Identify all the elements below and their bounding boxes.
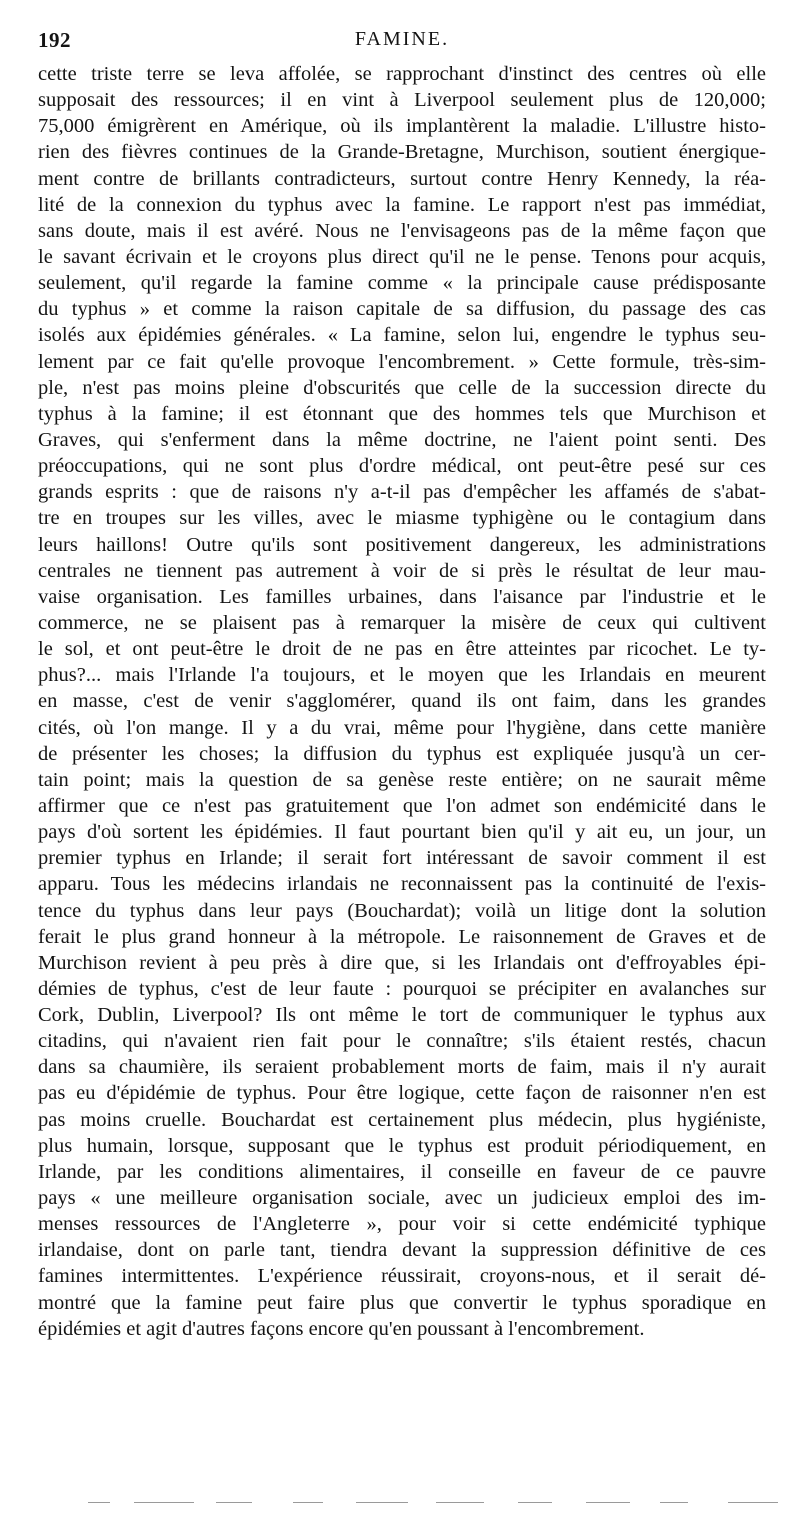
running-title: FAMINE.	[354, 28, 450, 50]
text-line: de présenter les choses; la diffusion du typhus est expliquée jusqu'à un cer-	[38, 742, 766, 765]
text-line: cités, où l'on mange. Il y a du vrai, même pour l'hygiène, dans cette manière	[38, 716, 766, 739]
text-line: 75,000 émigrèrent en Amérique, où ils implantèrent la maladie. L'illustre histo-	[38, 115, 766, 138]
text-line: pays « une meilleure organisation sociale, avec un judicieux emploi des im-	[38, 1187, 766, 1210]
text-line: Murchison revient à peu près à dire que, si les Irlandais ont d'effroyables épi-	[38, 951, 766, 974]
text-line: lité de la connexion du typhus avec la famine. Le rapport n'est pas immédiat,	[38, 193, 766, 216]
text-line: seulement, qu'il regarde la famine comme « la principale cause prédisposante	[38, 272, 766, 295]
text-line: Graves, qui s'enferment dans la même doctrine, ne l'aient point senti. Des	[38, 428, 766, 451]
text-line: sans doute, mais il est avéré. Nous ne l'envisageons pas de la même façon que	[38, 219, 766, 242]
text-line: ferait le plus grand honneur à la métropole. Le raisonnement de Graves et de	[38, 925, 766, 948]
text-line: le sol, et ont peut-être le droit de ne pas en être atteintes par ricochet. Le ty-	[38, 638, 766, 661]
text-line: supposait des ressources; il en vint à Liverpool seulement plus de 120,000;	[38, 89, 766, 112]
text-line: premier typhus en Irlande; il serait fort intéressant de savoir comment il est	[38, 847, 766, 870]
text-line: lement par ce fait qu'elle provoque l'encombrement. » Cette formule, très-sim-	[38, 350, 766, 373]
text-line: ment contre de brillants contradicteurs, surtout contre Henry Kennedy, la réa-	[38, 167, 766, 190]
text-line: montré que la famine peut faire plus que convertir le typhus sporadique en	[38, 1291, 766, 1314]
text-line: plus humain, lorsque, supposant que le typhus est produit périodiquement, en	[38, 1134, 766, 1157]
text-line: tain point; mais la question de sa genèse reste entière; on ne saurait même	[38, 768, 766, 791]
footer-rule	[88, 1500, 778, 1506]
text-line: tre en troupes sur les villes, avec le miasme typhigène ou le contagium dans	[38, 507, 766, 530]
text-line: affirmer que ce n'est pas gratuitement que l'on admet son endémicité dans le	[38, 794, 766, 817]
text-line: phus?... mais l'Irlande l'a toujours, et le moyen que les Irlandais en meurent	[38, 664, 766, 687]
text-line: apparu. Tous les médecins irlandais ne reconnaissent pas la continuité de l'exis-	[38, 873, 766, 896]
text-line: citadins, qui n'avaient rien fait pour le connaître; s'ils étaient restés, chacun	[38, 1030, 766, 1053]
text-line: du typhus » et comme la raison capitale de sa diffusion, du passage des cas	[38, 298, 766, 321]
text-line: rien des fièvres continues de la Grande-Bretagne, Murchison, soutient énergique-	[38, 141, 766, 164]
text-line: Irlande, par les conditions alimentaires, il conseille en faveur de ce pauvre	[38, 1160, 766, 1183]
text-line: irlandaise, dont on parle tant, tiendra devant la suppression définitive de ces	[38, 1239, 766, 1262]
text-line: menses ressources de l'Angleterre », pour voir si cette endémicité typhique	[38, 1213, 766, 1236]
text-line: isolés aux épidémies générales. « La famine, selon lui, engendre le typhus seu-	[38, 324, 766, 347]
text-line: leurs haillons! Outre qu'ils sont positivement dangereux, les administrations	[38, 533, 766, 556]
text-line: pas eu d'épidémie de typhus. Pour être logique, cette façon de raisonner n'en est	[38, 1082, 766, 1105]
body-text	[38, 61, 766, 1342]
text-line: épidémies et agit d'autres façons encore qu'en poussant à l'encombrement.	[38, 1317, 645, 1340]
text-line: typhus à la famine; il est étonnant que des hommes tels que Murchison et	[38, 402, 766, 425]
text-line: centrales ne tiennent pas autrement à voir de si près le résultat de leur mau-	[38, 559, 766, 582]
text-line: cette triste terre se leva affolée, se rapprochant d'instinct des centres où elle	[38, 63, 766, 85]
page-number: 192	[38, 28, 71, 52]
text-line: pas moins cruelle. Bouchardat est certainement plus médecin, plus hygiéniste,	[38, 1108, 766, 1131]
text-line: en masse, c'est de venir s'agglomérer, quand ils ont faim, dans les grandes	[38, 690, 766, 713]
running-head	[38, 28, 766, 58]
text-line: préoccupations, qui ne sont plus d'ordre médical, ont peut-être pesé sur ces	[38, 455, 766, 478]
text-line: démies de typhus, c'est de leur faute : pourquoi se précipiter en avalanches sur	[38, 977, 766, 1000]
text-line: pays d'où sortent les épidémies. Il faut pourtant bien qu'il y ait eu, un jour, un	[38, 821, 766, 844]
text-line: commerce, ne se plaisent pas à remarquer la misère de ceux qui cultivent	[38, 611, 766, 634]
text-line: vaise organisation. Les familles urbaines, dans l'aisance par l'industrie et le	[38, 585, 766, 608]
text-line: ple, n'est pas moins pleine d'obscurités que celle de la succession directe du	[38, 376, 766, 399]
text-line: le savant écrivain et le croyons plus direct qu'il ne le pense. Tenons pour acquis,	[38, 245, 766, 268]
text-line: grands esprits : que de raisons n'y a-t-il pas d'empêcher les affamés de s'abat-	[38, 481, 766, 504]
text-line: Cork, Dublin, Liverpool? Ils ont même le tort de communiquer le typhus aux	[38, 1004, 766, 1027]
text-line: dans sa chaumière, ils seraient probablement morts de faim, mais il n'y aurait	[38, 1056, 766, 1079]
text-line: famines intermittentes. L'expérience réussirait, croyons-nous, et il serait dé-	[38, 1265, 766, 1288]
text-line: tence du typhus dans leur pays (Bouchardat); voilà un litige dont la solution	[38, 899, 766, 922]
